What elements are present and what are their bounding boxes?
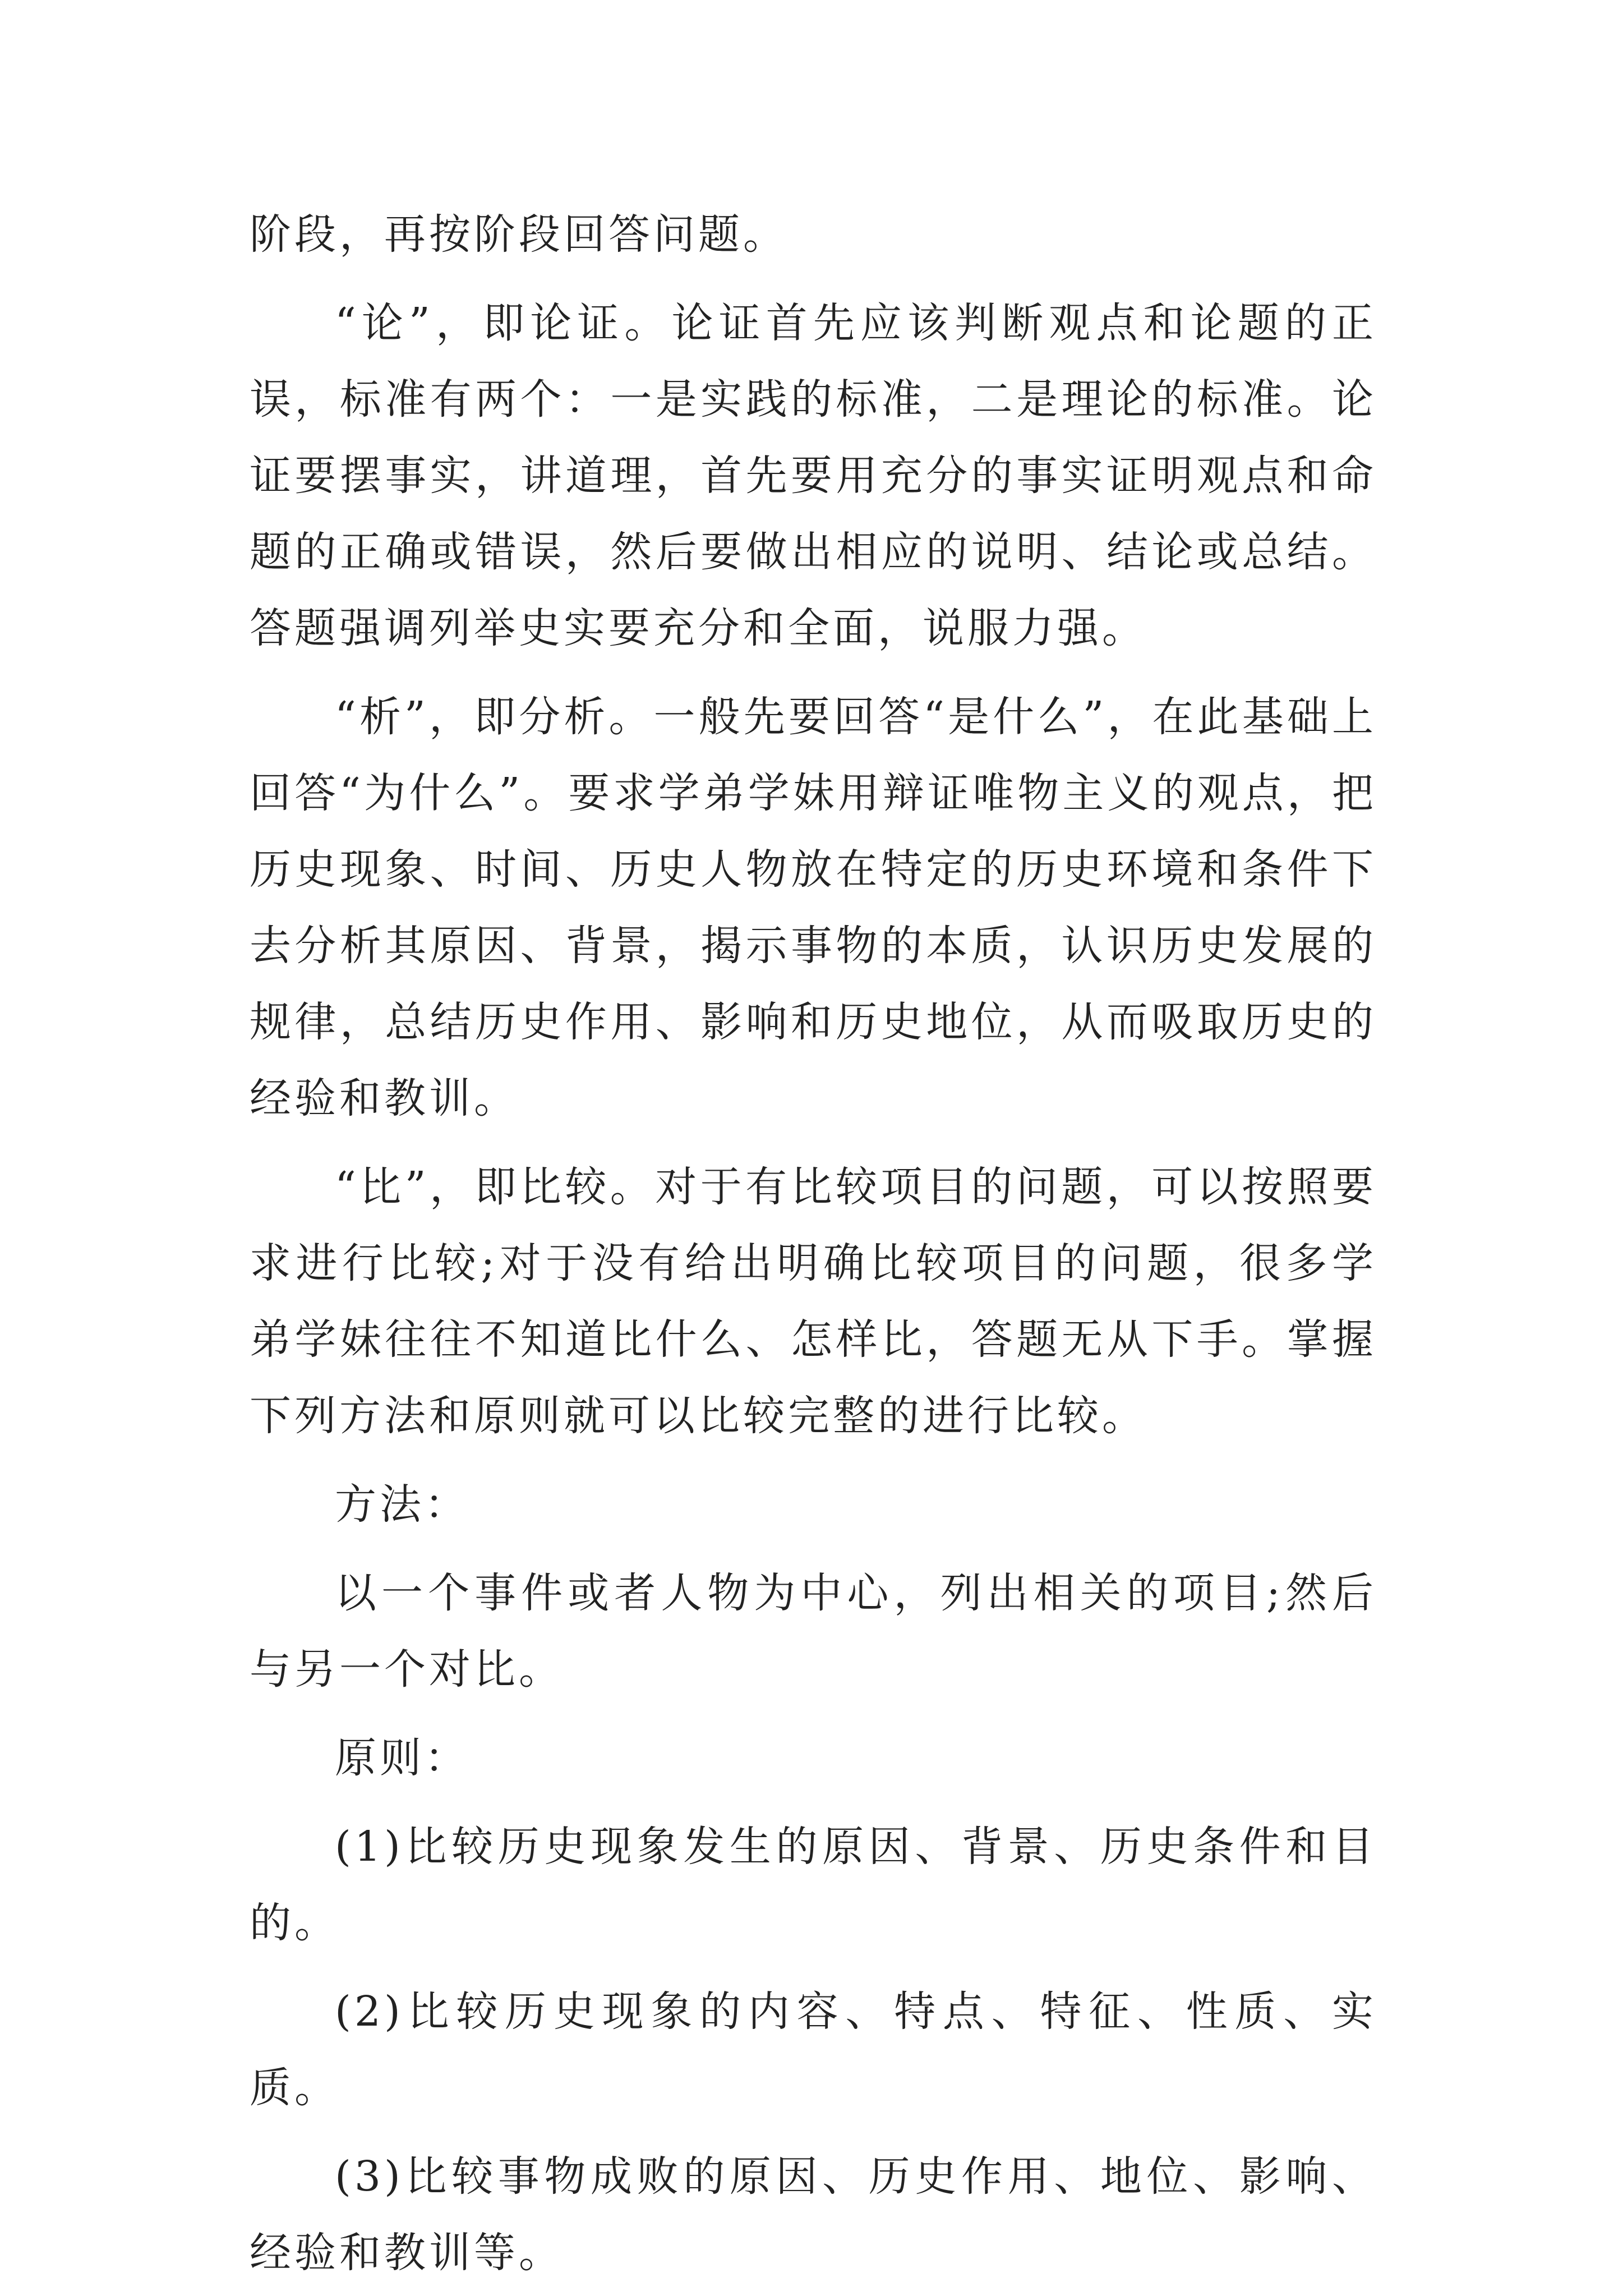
principle-item: (3)比较事物成败的原因、历史作用、地位、影响、经验和教训等。 bbox=[250, 2152, 1377, 2277]
paragraph-method: 以一个事件或者人物为中心，列出相关的项目;然后与另一个对比。 bbox=[250, 1569, 1377, 1694]
paragraph-lun: “论”，即论证。论证首先应该判断观点和论题的正误，标准有两个：一是实践的标准，二是理论的标准。论证要摆事实，讲道理，首先要用充分的事实证明观点和命题的正确或错误，然后要做出相应的说明、结论或总结。答题强调列举史实要充分和全面，说服力强。 bbox=[250, 299, 1377, 652]
paragraph-bi: “比”，即比较。对于有比较项目的问题，可以按照要求进行比较;对于没有给出明确比较项目的问题，很多学弟学妹往往不知道比什么、怎样比，答题无从下手。掌握下列方法和原则就可以比较完整的进行比较。 bbox=[250, 1163, 1377, 1440]
principle-item: (2)比较历史现象的内容、特点、特征、性质、实质。 bbox=[250, 1987, 1377, 2112]
heading-method: 方法： bbox=[335, 1480, 469, 1529]
principle-item: (1)比较历史现象发生的原因、背景、历史条件和目的。 bbox=[250, 1823, 1377, 1947]
document-body bbox=[250, 196, 1377, 2291]
heading-principle: 原则： bbox=[335, 1734, 469, 1782]
paragraph-continuation: 阶段，再按阶段回答问题。 bbox=[250, 210, 788, 259]
paragraph-xi: “析”，即分析。一般先要回答“是什么”，在此基础上回答“为什么”。要求学弟学妹用辩证唯物主义的观点，把历史现象、时间、历史人物放在特定的历史环境和条件下去分析其原因、背景，揭示事物的本质，认识历史发展的规律，总结历史作用、影响和历史地位，从而吸取历史的经验和教训。 bbox=[250, 693, 1377, 1122]
